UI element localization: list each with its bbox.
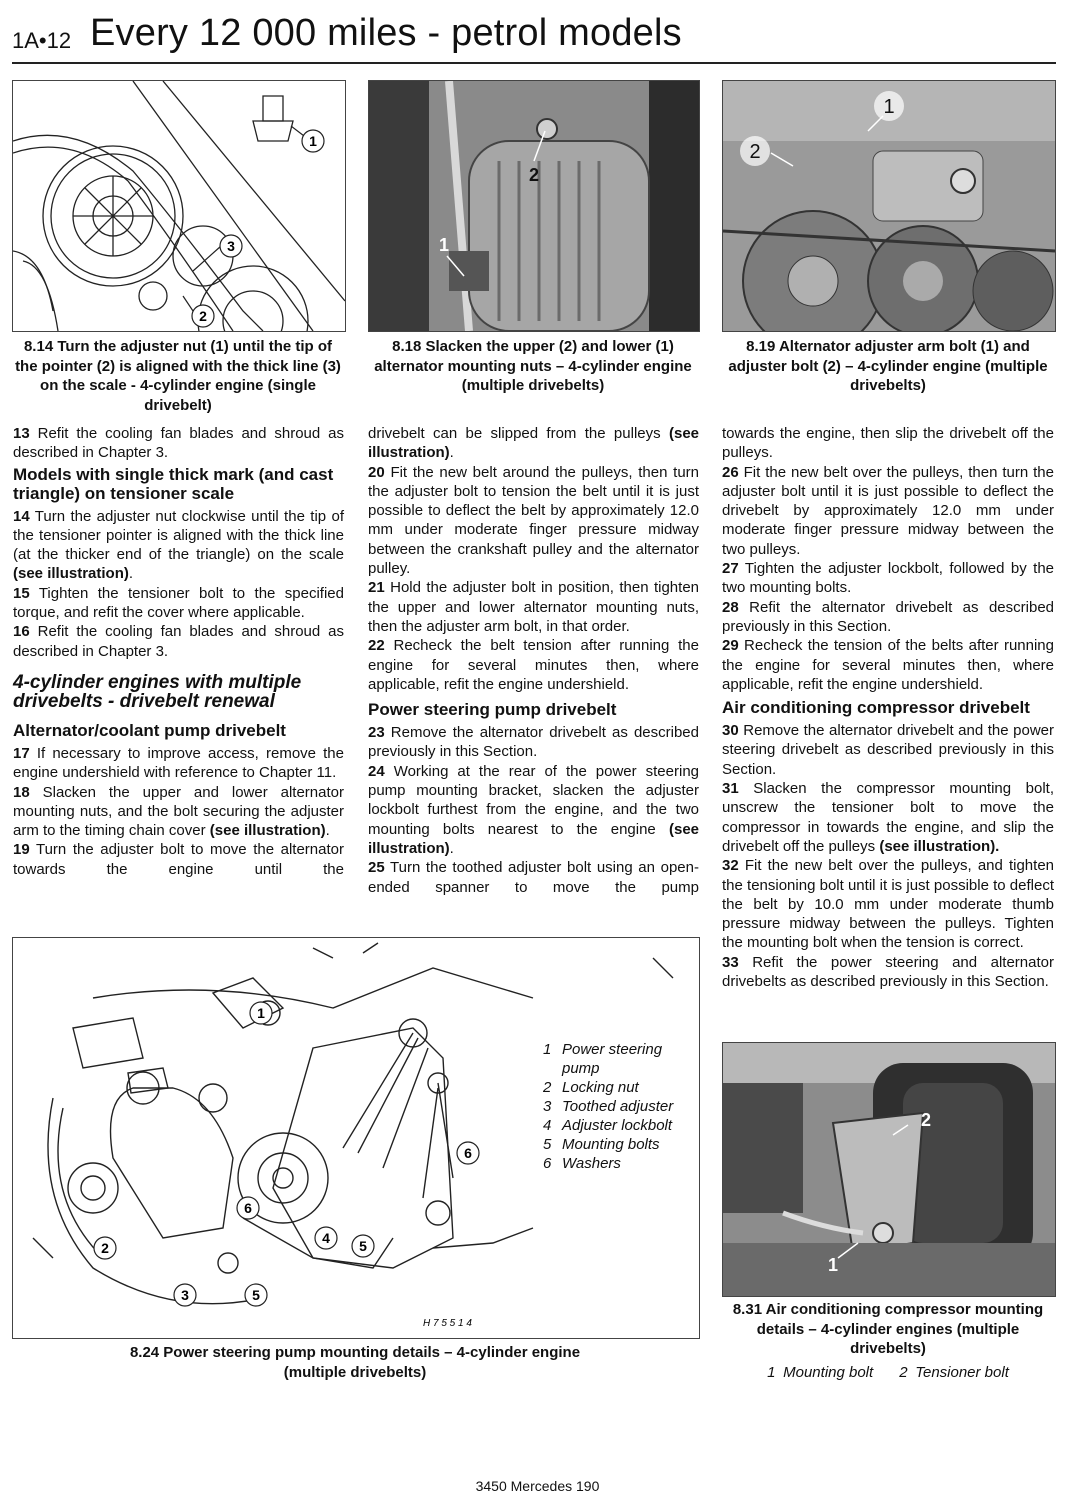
page-header [12,8,1056,58]
legend-item: 4 Adjuster lockbolt [543,1117,673,1134]
figure-8-18-photo [368,80,700,332]
callout-label: 3 [227,238,235,254]
subsection-heading: Alternator/coolant pump drivebelt [13,720,286,740]
page-reference: 1A•12 [12,28,72,53]
legend-item: 1 Power steering pump [543,1041,663,1077]
callout-label: 5 [252,1287,260,1303]
paragraph: 22 Recheck the belt tension after running the engine for several minutes then, where applicable, refit the engine undershield. [368,637,699,693]
figure-8-31-photo [722,1042,1056,1297]
paragraph: 20 Fit the new belt around the pulleys, then turn the adjuster bolt to tension the belt until it is just possible to deflect the belt by approximately 12.0 mm under moderate finger pressure midway between the crankshaft pulley and the alternator pulley. [368,463,700,578]
legend-item: 1 Mounting bolt [767,1364,874,1381]
legend-item: 5 Mounting bolts [543,1136,660,1153]
callout-label: 2 [199,308,207,324]
paragraph: 32 Fit the new belt over the pulleys, and tighten the tensioning bolt until it is just possible to deflect the belt by 10.0 mm under moderate thumb pressure midway between the pulleys. Tighten the mounting bolt when the tension is correct. [722,857,1055,952]
paragraph: 21 Hold the adjuster bolt in position, then tighten the upper and lower alternator mounting nuts, then the adjuster arm bolt, in that order. [368,579,700,635]
subsection-heading: Power steering pump drivebelt [368,700,617,720]
compressor-photo [723,1043,1055,1296]
callout-label: 6 [244,1200,252,1216]
paragraph: 19 Turn the adjuster bolt to move the alternator towards the engine until the [13,841,344,878]
figure-8-24-legend [543,1040,693,1173]
callout-label: 2 [101,1240,109,1256]
callout-label: 1 [309,133,317,149]
figure-8-24-drawing [12,937,700,1339]
adjuster-arm-photo [723,81,1055,331]
paragraph: 23 Remove the alternator drivebelt as described previously in this Section. [368,724,699,761]
paragraph: 17 If necessary to improve access, remove the engine undershield with reference to Chapter 11. [13,744,344,782]
legend-item: 6 Washers [543,1155,621,1172]
figure-8-24-caption: 8.24 Power steering pump mounting details – 4-cylinder engine (multiple drivebelts) [129,1344,581,1381]
legend-item: 2 Locking nut [543,1079,639,1096]
paragraph: 25 Turn the toothed adjuster bolt using an open-ended spanner to move the pump [368,859,699,896]
callout-label: 1 [257,1005,265,1021]
legend-item: 2 Tensioner bolt [899,1364,1009,1381]
paragraph: 16 Refit the cooling fan blades and shroud as described in Chapter 3. [13,623,344,660]
callout-label: 1 [828,1255,839,1275]
drawing-reference: H 7 5 5 1 4 [423,1318,472,1329]
section-heading: Models with single thick mark (and cast triangle) on tensioner scale [13,464,334,503]
page-title: Every 12 000 miles - petrol models [90,12,682,54]
subsection-heading: Air conditioning compressor drivebelt [722,698,1030,718]
paragraph: 18 Slacken the upper and lower alternator mounting nuts, and the bolt securing the adjuster arm to the timing chain cover (see illustration). [13,783,344,840]
figure-8-31-legend [722,1363,1054,1382]
paragraph: 26 Fit the new belt over the pulleys, then turn the adjuster bolt until it is just possible to deflect the drivebelt by approximately 12.0 mm under moderate finger pressure midway between the two pulleys. [722,463,1054,558]
paragraph: towards the engine, then slip the drivebelt off the pulleys. [722,425,1054,462]
figure-8-19-caption: 8.19 Alternator adjuster arm bolt (1) and adjuster bolt (2) – 4-cylinder engine (multiple drivebelts) [728,338,1048,394]
callout-label: 1 [883,96,895,118]
paragraph: drivebelt can be slipped from the pulleys (see illustration). [368,425,700,462]
paragraph: 29 Recheck the tension of the belts after running the engine for several minutes then, where applicable, refit the engine undershield. [722,637,1054,693]
alternator-photo [369,81,699,331]
paragraph: 31 Slacken the compressor mounting bolt, unscrew the tensioner bolt to move the compressor in towards the engine, and slip the drivebelt off the pulleys (see illustration). [722,780,1054,855]
paragraph: 15 Tighten the tensioner bolt to the specified torque, and refit the cover where applicable. [13,584,344,622]
callout-label: 2 [529,165,540,185]
text-column-1 [13,424,344,879]
legend-item: 3 Toothed adjuster [543,1098,674,1115]
paragraph: 33 Refit the power steering and alternator drivebelts as described previously in this Section. [722,953,1054,991]
header-rule [12,62,1056,64]
text-column-2 [368,424,699,897]
paragraph: 28 Refit the alternator drivebelt as described previously in this Section. [722,598,1054,635]
callout-label: 2 [749,141,761,163]
paragraph: 14 Turn the adjuster nut clockwise until the tip of the tensioner pointer is aligned with the thick line (at the thicker end of the triangle) on the scale (see illustration). [13,507,344,583]
section-heading: 4-cylinder engines with multiple drivebelts - drivebelt renewal [13,671,302,712]
paragraph: 27 Tighten the adjuster lockbolt, followed by the two mounting bolts. [722,560,1055,597]
callout-label: 5 [359,1238,367,1254]
figure-8-14-drawing [12,80,346,332]
page-footer: 3450 Mercedes 190 [475,1478,600,1494]
figure-8-14-caption: 8.14 Turn the adjuster nut (1) until the tip of the pointer (2) is aligned with the thick line (3) on the scale - 4-cylinder engine (single drivebelt) [15,338,341,414]
figure-8-18-caption: 8.18 Slacken the upper (2) and lower (1) alternator mounting nuts – 4-cylinder engine (multiple drivebelts) [374,338,692,394]
text-column-3 [722,424,1054,991]
callout-label: 1 [439,235,450,255]
figure-8-31-caption: 8.31 Air conditioning compressor mounting details – 4-cylinder engines (multiple drivebelts) [732,1301,1044,1357]
callout-label: 2 [921,1110,932,1130]
paragraph: 13 Refit the cooling fan blades and shroud as described in Chapter 3. [13,425,344,462]
paragraph: 24 Working at the rear of the power steering pump mounting bracket, slacken the adjuster lockbolt furthest from the engine, and the two mounting bolts nearest to the engine (see illustration). [368,762,700,857]
callout-label: 6 [464,1145,472,1161]
callout-label: 3 [181,1287,189,1303]
belt-tensioner-drawing [13,81,345,331]
callout-label: 4 [322,1230,330,1246]
figure-8-19-photo [722,80,1056,332]
paragraph: 30 Remove the alternator drivebelt and the power steering drivebelt as described previously in this Section. [722,722,1054,778]
